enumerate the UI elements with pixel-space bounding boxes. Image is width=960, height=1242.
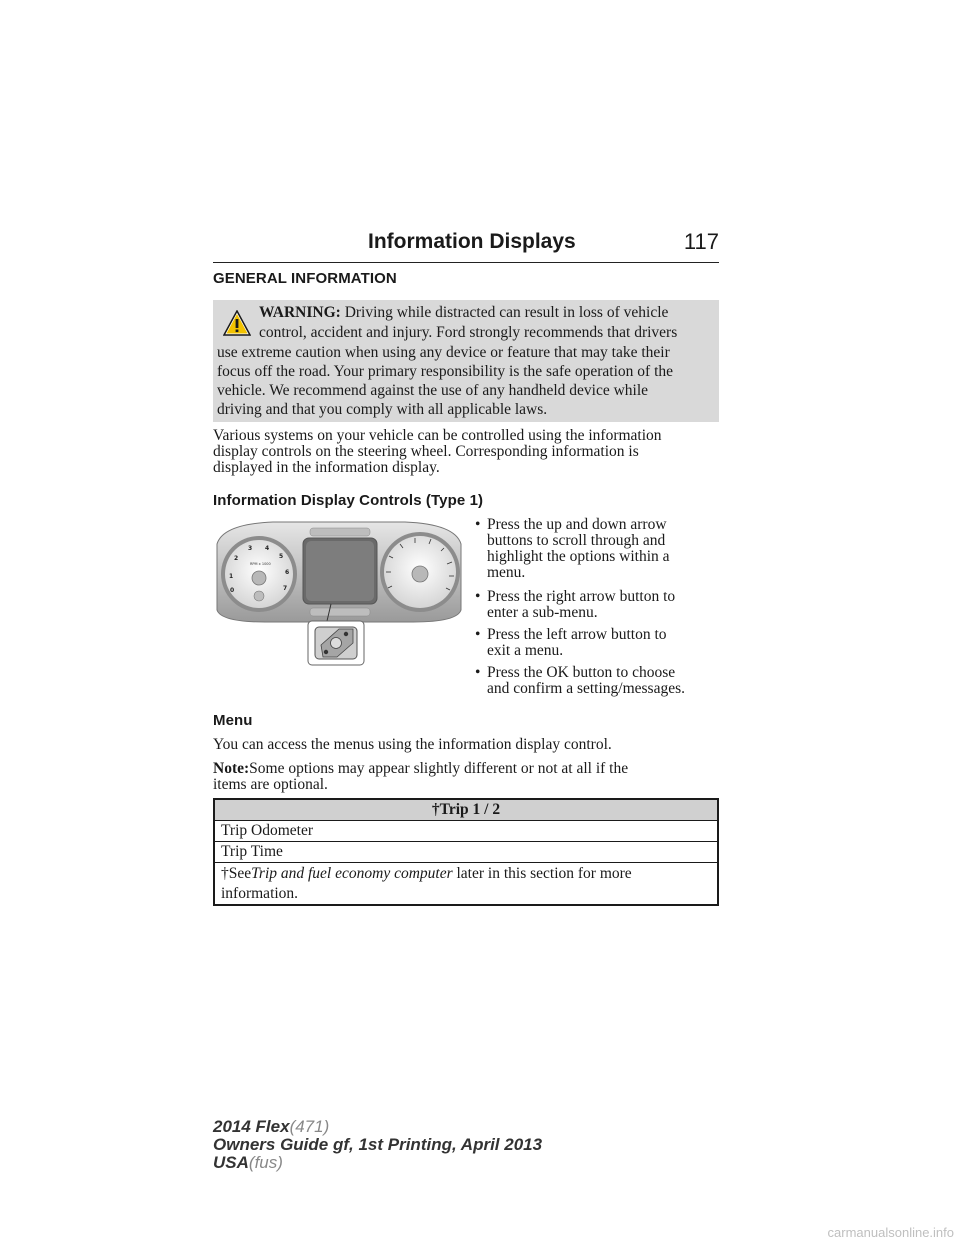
trip-menu-table bbox=[213, 798, 719, 906]
menu-heading: Menu bbox=[213, 712, 253, 729]
footer-line-3: USA(fus) bbox=[213, 1153, 283, 1172]
section-heading-general: GENERAL INFORMATION bbox=[213, 270, 397, 287]
svg-text:5: 5 bbox=[279, 553, 284, 560]
svg-text:3: 3 bbox=[248, 545, 253, 552]
rpm-label: RPM x 1000 bbox=[250, 562, 271, 566]
warning-line-4: focus off the road. Your primary responsibility is the safe operation of the bbox=[217, 363, 674, 380]
table-header: †Trip 1 / 2 bbox=[215, 800, 717, 821]
warning-line-3: use extreme caution when using any device or feature that may take their bbox=[217, 344, 670, 361]
footer-line-2: Owners Guide gf, 1st Printing, April 2013 bbox=[213, 1135, 543, 1154]
warning-box bbox=[213, 300, 719, 422]
intro-line-1: Various systems on your vehicle can be controlled using the information bbox=[213, 427, 662, 444]
footer-line-1: 2014 Flex(471) bbox=[213, 1117, 330, 1136]
note-line-1: Note:Some options may appear slightly different or not at all if the bbox=[213, 760, 629, 777]
warning-line-5: vehicle. We recommend against the use of any handheld device while bbox=[217, 382, 649, 399]
note-line-2: items are optional. bbox=[213, 776, 328, 793]
warning-label: WARNING: bbox=[259, 304, 341, 321]
page-title: Information Displays bbox=[368, 230, 576, 253]
table-footnote: †SeeTrip and fuel economy computer later in this section for more information. bbox=[221, 865, 632, 902]
watermark: carmanualsonline.info bbox=[827, 1225, 954, 1240]
warning-line-2: control, accident and injury. Ford strongly recommends that drivers bbox=[259, 324, 678, 341]
page-header bbox=[213, 228, 719, 263]
table-row: Trip Time bbox=[215, 842, 717, 863]
page-number: 117 bbox=[683, 229, 719, 254]
menu-text: You can access the menus using the information display control. bbox=[213, 736, 612, 753]
svg-text:2: 2 bbox=[234, 555, 239, 562]
warning-line-6: driving and that you comply with all applicable laws. bbox=[217, 401, 548, 418]
intro-line-2: display controls on the steering wheel. Corresponding information is bbox=[213, 443, 639, 460]
intro-line-3: displayed in the information display. bbox=[213, 459, 440, 476]
print-footer bbox=[213, 1118, 542, 1172]
note-label: Note: bbox=[213, 760, 250, 777]
instrument-cluster-illustration bbox=[213, 518, 465, 668]
svg-text:4: 4 bbox=[265, 545, 270, 552]
warning-line-1: WARNING: Driving while distracted can result in loss of vehicle bbox=[259, 304, 669, 321]
warning-triangle-icon bbox=[223, 310, 251, 336]
svg-text:0: 0 bbox=[230, 587, 235, 594]
svg-text:7: 7 bbox=[283, 585, 288, 592]
table-row: Trip Odometer bbox=[215, 821, 717, 842]
svg-text:1: 1 bbox=[229, 573, 234, 580]
svg-text:6: 6 bbox=[285, 569, 290, 576]
controls-heading: Information Display Controls (Type 1) bbox=[213, 492, 484, 509]
